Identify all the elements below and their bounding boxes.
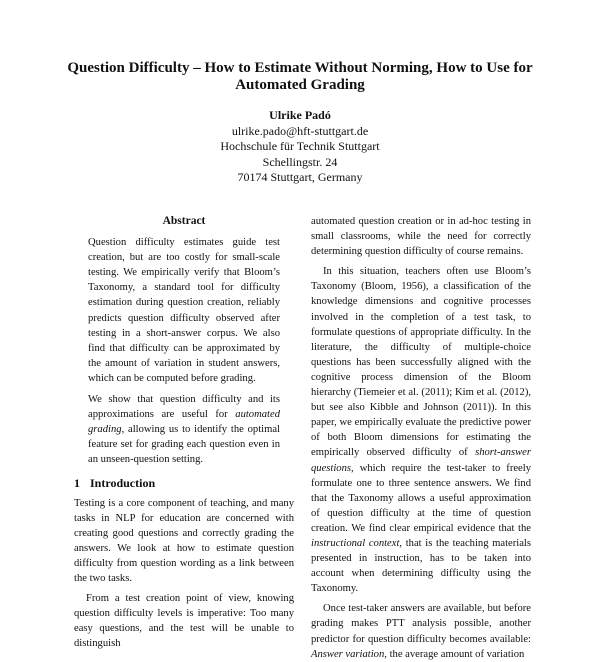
- left-column: [74, 214, 294, 652]
- author-block: [100, 108, 500, 186]
- abstract-paragraph-1: Question difficulty estimates guide test creation, but are too costly for small-scale testing. We empirically verify that Bloom’s Taxonomy, a standard tool for difficulty estimation during question creation, reliably predicts question difficulty observed after testing in a short-answer corpus. We also find that difficulty can be approximated by the amount of variation in student answers, which can be computed before grading.: [88, 237, 280, 384]
- emphasis: short-answer questions: [311, 447, 531, 474]
- author-email: ulrike.pado@hft-stuttgart.de: [231, 123, 369, 138]
- section-title: Introduction: [90, 475, 156, 490]
- section-heading-introduction: [74, 476, 294, 491]
- emphasis: automated grading: [88, 409, 280, 436]
- author-street: Schellingstr. 24: [262, 154, 338, 169]
- right-paragraph-0: automated question creation or in ad-hoc testing in small classrooms, while the need for correctly determining question difficulty of course remains.: [311, 216, 531, 258]
- intro-paragraph-2: From a test creation point of view, knowing question difficulty levels is imperative: Too many easy questions, and the test will be unable to distinguish: [74, 593, 294, 650]
- right-paragraph-2: Once test-taker answers are available, but before grading makes PTT analysis possible, another predictor for question difficulty becomes available: Answer variation, the average amount of variation: [311, 603, 531, 660]
- abstract-body: [74, 235, 294, 467]
- intro-paragraph-1: Testing is a core component of teaching, and many tasks in NLP for education are concerned with creating good questions and correctly grading the answers. We look at how to estimate question difficulty from question wording as a link between the two tasks.: [74, 497, 294, 585]
- section-number: 1: [74, 475, 80, 490]
- right-paragraph-1: In this situation, teachers often use Bloom’s Taxonomy (Bloom, 1956), a classification of the knowledge dimensions and cognitive processes involved in the completion of a test task, to formulate questions of appropriate difficulty. In the literature, the difficulty of multiple-choice questions has been successfully aligned with the cognitive process dimension of the Bloom hierarchy (Tiemeier et al. (2011); Kim et al. (2012), but see also Kibble and Johnson (2011)). In this paper, we empirically evaluate the predictive power of both Bloom dimensions for estimating the empirically observed difficulty of short-answer questions, which require the test-taker to freely formulate one to three sentence answers. We find that the Taxonomy allows a useful approximation of question difficulty at the time of question creation. We find clear empirical evidence that the instructional context, that is the teaching materials presented in instruction, has to be taken into account when determining difficulty using the Taxonomy.: [311, 266, 531, 595]
- paper-title: Question Difficulty – How to Estimate Without Norming, How to Use for Automated Grading: [67, 60, 533, 93]
- abstract-paragraph-2: We show that question difficulty and its approximations are useful for automated grading, allowing us to identify the optimal feature set for grading each question even in an unseen-question setting.: [88, 394, 280, 466]
- emphasis: Answer variation: [311, 648, 385, 660]
- author-city: 70174 Stuttgart, Germany: [237, 170, 363, 184]
- abstract-heading: Abstract: [162, 215, 206, 227]
- right-column: [311, 214, 531, 662]
- author-name: Ulrike Padó: [269, 108, 331, 122]
- emphasis: instructional context: [311, 537, 400, 549]
- author-institution: Hochschule für Technik Stuttgart: [220, 139, 380, 153]
